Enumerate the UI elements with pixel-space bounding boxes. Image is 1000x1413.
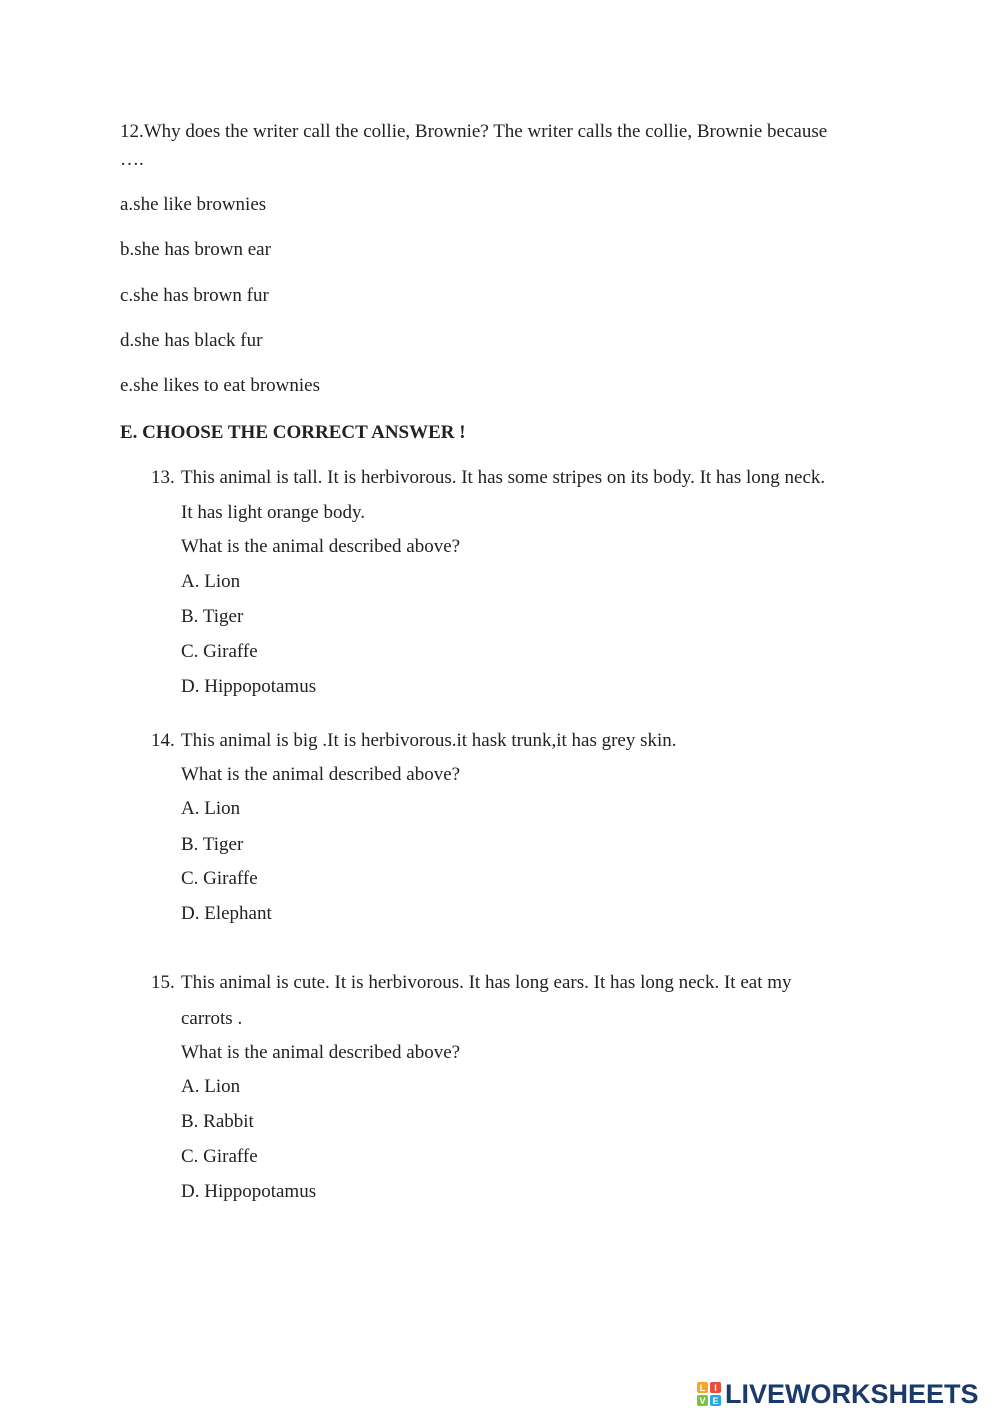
q12-question-line1: 12.Why does the writer call the collie, Brownie? The writer calls the collie, Brownie because	[120, 121, 828, 142]
liveworksheets-logo	[697, 1378, 979, 1410]
logo-block-v: V	[697, 1395, 708, 1406]
q12-option-e: e.she likes to eat brownies	[120, 375, 320, 396]
logo-block-e: E	[710, 1395, 721, 1406]
q12-option-d: d.she has black fur	[120, 330, 263, 351]
q14-option-c: C. Giraffe	[181, 868, 258, 889]
q15-text-line1: This animal is cute. It is herbivorous. It has long ears. It has long neck. It eat my	[181, 972, 792, 993]
q13-option-b: B. Tiger	[181, 606, 244, 627]
q14-text-line1: This animal is big .It is herbivorous.it hask trunk,it has grey skin.	[181, 730, 677, 751]
logo-blocks-icon	[697, 1382, 721, 1406]
q13-prompt: What is the animal described above?	[181, 536, 461, 557]
q12-question-line2: ….	[120, 149, 144, 170]
q12-option-a: a.she like brownies	[120, 194, 267, 215]
q13-option-a: A. Lion	[181, 571, 241, 592]
q15-option-b: B. Rabbit	[181, 1111, 254, 1132]
q15-prompt: What is the animal described above?	[181, 1042, 461, 1063]
q14-option-b: B. Tiger	[181, 834, 244, 855]
q13-text-line2: It has light orange body.	[181, 502, 365, 523]
q15-text-line2: carrots .	[181, 1008, 243, 1029]
logo-text: LIVEWORKSHEETS	[725, 1378, 979, 1409]
q14-option-a: A. Lion	[181, 798, 241, 819]
logo-block-l: L	[697, 1382, 708, 1393]
logo-block-i: I	[710, 1382, 721, 1393]
q14-prompt: What is the animal described above?	[181, 764, 461, 785]
q12-option-b: b.she has brown ear	[120, 239, 271, 260]
q14-number: 14.	[151, 730, 175, 751]
q12-option-c: c.she has brown fur	[120, 285, 269, 306]
q15-option-a: A. Lion	[181, 1076, 241, 1097]
q13-number: 13.	[151, 467, 175, 488]
q13-option-d: D. Hippopotamus	[181, 676, 317, 697]
q15-option-d: D. Hippopotamus	[181, 1181, 317, 1202]
section-e-heading: E. CHOOSE THE CORRECT ANSWER !	[120, 422, 466, 443]
q13-text-line1: This animal is tall. It is herbivorous. It has some stripes on its body. It has long neck.	[181, 467, 826, 488]
q13-option-c: C. Giraffe	[181, 641, 258, 662]
q14-option-d: D. Elephant	[181, 903, 272, 924]
q15-option-c: C. Giraffe	[181, 1146, 258, 1167]
q15-number: 15.	[151, 972, 175, 993]
